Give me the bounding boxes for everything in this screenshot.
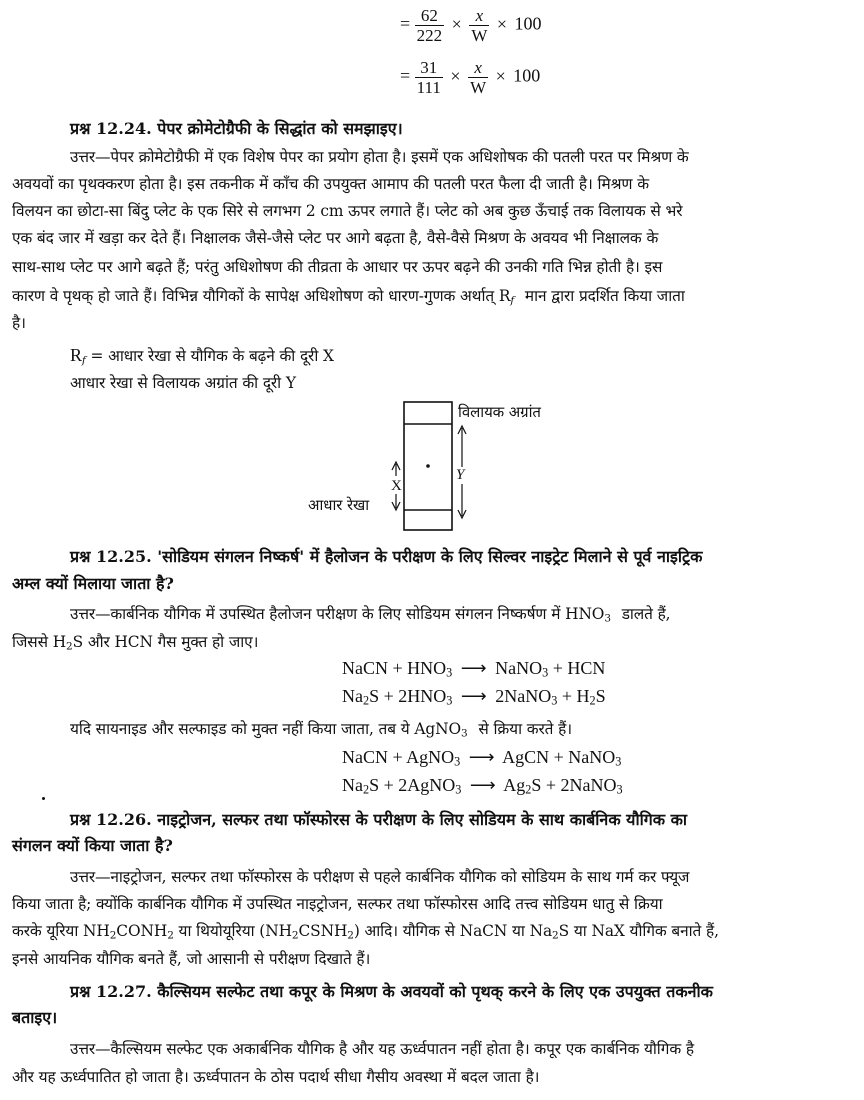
question-12-26-title-cont: संगलन क्यों किया जाता है?: [12, 836, 173, 855]
solvent-front-label: विलायक अग्रांत: [458, 403, 541, 421]
answer-line: एक बंद जार में खड़ा कर देते हैं। निक्षालक जैसे-जैसे प्लेट पर आगे बढ़ता है, वैसे-वैसे मिश्रण के अवयव भी निक्षालक के: [12, 229, 659, 247]
reaction-2: $Na_2S + 2HNO_3$ ⟶ 2NaNO$_3$ + $H_2S$: [342, 686, 606, 708]
answer-line: उत्तर—कार्बनिक यौगिक में उपस्थित हैलोजन परीक्षण के लिए सोडियम संगलन निष्कर्षण में $HNO_3$ डालते हैं,: [70, 605, 671, 625]
reaction-arrow-icon: ⟶: [469, 775, 496, 795]
answer-line: है।: [12, 314, 26, 332]
answer-line: उत्तर—नाइट्रोजन, सल्फर तथा फॉस्फोरस के परीक्षण से पहले कार्बनिक यौगिक को सोडियम के साथ गर्म कर फ्यूज: [70, 868, 690, 886]
question-12-25-title-cont: अम्ल क्यों मिलाया जाता है?: [12, 574, 174, 593]
answer-line: उत्तर—कैल्सियम सल्फेट एक अकार्बनिक यौगिक है और यह ऊर्ध्वपातन नहीं होता है। कपूर एक कार्बनिक यौगिक है: [70, 1040, 694, 1058]
answer-line: इनसे आयनिक यौगिक बनते हैं, जो आसानी से परीक्षण दिखाते हैं।: [12, 950, 371, 968]
stray-mark: [42, 797, 45, 800]
baseline-label: आधार रेखा: [308, 496, 370, 514]
reaction-4: $Na_2S$ + 2AgNO$_3$ ⟶ $Ag_2S$ + 2NaNO$_3$: [342, 775, 623, 797]
y-label: Y: [456, 467, 465, 483]
answer-line-rf: कारण वे पृथक् हो जाते हैं। विभिन्न यौगिकों के सापेक्ष अधिशोषण को धारण-गुणक अर्थात् $R_f$ मान द्वारा प्रदर्शित किया जाता: [12, 287, 685, 307]
equals-sign: =: [400, 65, 411, 86]
reaction-arrow-icon: ⟶: [468, 747, 495, 767]
answer-line: साथ-साथ प्लेट पर आगे बढ़ते हैं; परंतु अधिशोषण की तीव्रता के आधार पर ऊपर बढ़ने की उनकी गति भिन्न होती है। इस: [12, 258, 663, 276]
question-12-25-title: प्रश्न 12.25. 'सोडियम संगलन निष्कर्ष' में हैलोजन के परीक्षण के लिए सिल्वर नाइट्रेट मिलाने से पूर्व नाइट्रिक: [70, 547, 703, 566]
answer-line: करके यूरिया $NH_2CONH_2$ या थियोयूरिया $(NH_2CSNH_2)$ आदि। यौगिक से NaCN या $Na_2S$ या NaX यौगिक बनाते हैं,: [12, 922, 719, 942]
equation-line-2: = $\frac{31}{111}$ × $\frac{x}{W}$ × 100: [400, 58, 541, 97]
answer-line: अवयवों का पृथक्करण होता है। इस तकनीक में काँच की उपयुक्त आमाप की पतली परत फैला दी जाती है। मिश्रण के: [12, 175, 649, 193]
x-label: X: [391, 478, 402, 494]
reaction-arrow-icon: ⟶: [460, 686, 487, 706]
fraction: $\frac{x}{W}$: [471, 6, 488, 45]
sample-spot: [426, 464, 430, 468]
question-12-26-title: प्रश्न 12.26. नाइट्रोजन, सल्फर तथा फॉस्फोरस के परीक्षण के लिए सोडियम के साथ कार्बनिक यौगिक का: [70, 810, 688, 829]
answer-line: विलयन का छोटा-सा बिंदु प्लेट के एक सिरे से लगभग 2 cm ऊपर लगाते हैं। प्लेट को अब कुछ ऊँचाई तक विलायक से भरे: [12, 202, 683, 220]
rf-formula-numerator: $R_f$ = आधार रेखा से यौगिक के बढ़ने की दूरी X: [70, 345, 334, 367]
answer-line: उत्तर—पेपर क्रोमेटोग्रैफी में एक विशेष पेपर का प्रयोग होता है। इसमें एक अधिशोषक की पतली परत पर मिश्रण के: [70, 148, 689, 166]
question-12-24-title: प्रश्न 12.24. पेपर क्रोमेटोग्रैफी के सिद्धांत को समझाइए।: [70, 119, 403, 138]
answer-line: किया जाता है; क्योंकि कार्बनिक यौगिक में उपस्थित नाइट्रोजन, सल्फर तथा फॉस्फोरस आदि तत्त्व सोडियम धातु से क्रिया: [12, 895, 663, 913]
answer-line: जिससे $H_2S$ और HCN गैस मुक्त हो जाए।: [12, 633, 259, 653]
question-12-27-title: प्रश्न 12.27. कैल्सियम सल्फेट तथा कपूर के मिश्रण के अवयवों को पृथक् करने के लिए एक उपयुक्त तकनीक: [70, 982, 713, 1001]
answer-line: और यह ऊर्ध्वपातित हो जाता है। ऊर्ध्वपातन के ठोस पदार्थ सीधा गैसीय अवस्था में बदल जाता है।: [12, 1068, 540, 1086]
fraction: $\frac{x}{W}$: [470, 58, 487, 97]
equals-sign: =: [400, 13, 411, 34]
question-12-27-title-cont: बताइए।: [12, 1008, 58, 1027]
fraction: $\frac{31}{111}$: [416, 58, 441, 97]
equation-line-1: = $\frac{62}{222}$ × $\frac{x}{W}$ × 100: [400, 6, 542, 45]
reaction-3: NaCN + AgNO$_3$ ⟶ AgCN + NaNO$_3$: [342, 747, 622, 769]
reaction-arrow-icon: ⟶: [460, 658, 487, 678]
reaction-1: NaCN + $HNO_3$ ⟶ NaNO$_3$ + HCN: [342, 658, 606, 680]
rf-formula-denominator: आधार रेखा से विलायक अग्रांत की दूरी Y: [70, 374, 296, 392]
fraction: $\frac{62}{222}$: [416, 6, 443, 45]
answer-line: यदि सायनाइड और सल्फाइड को मुक्त नहीं किया जाता, तब ये AgNO$_3$ से क्रिया करते हैं।: [70, 720, 572, 740]
